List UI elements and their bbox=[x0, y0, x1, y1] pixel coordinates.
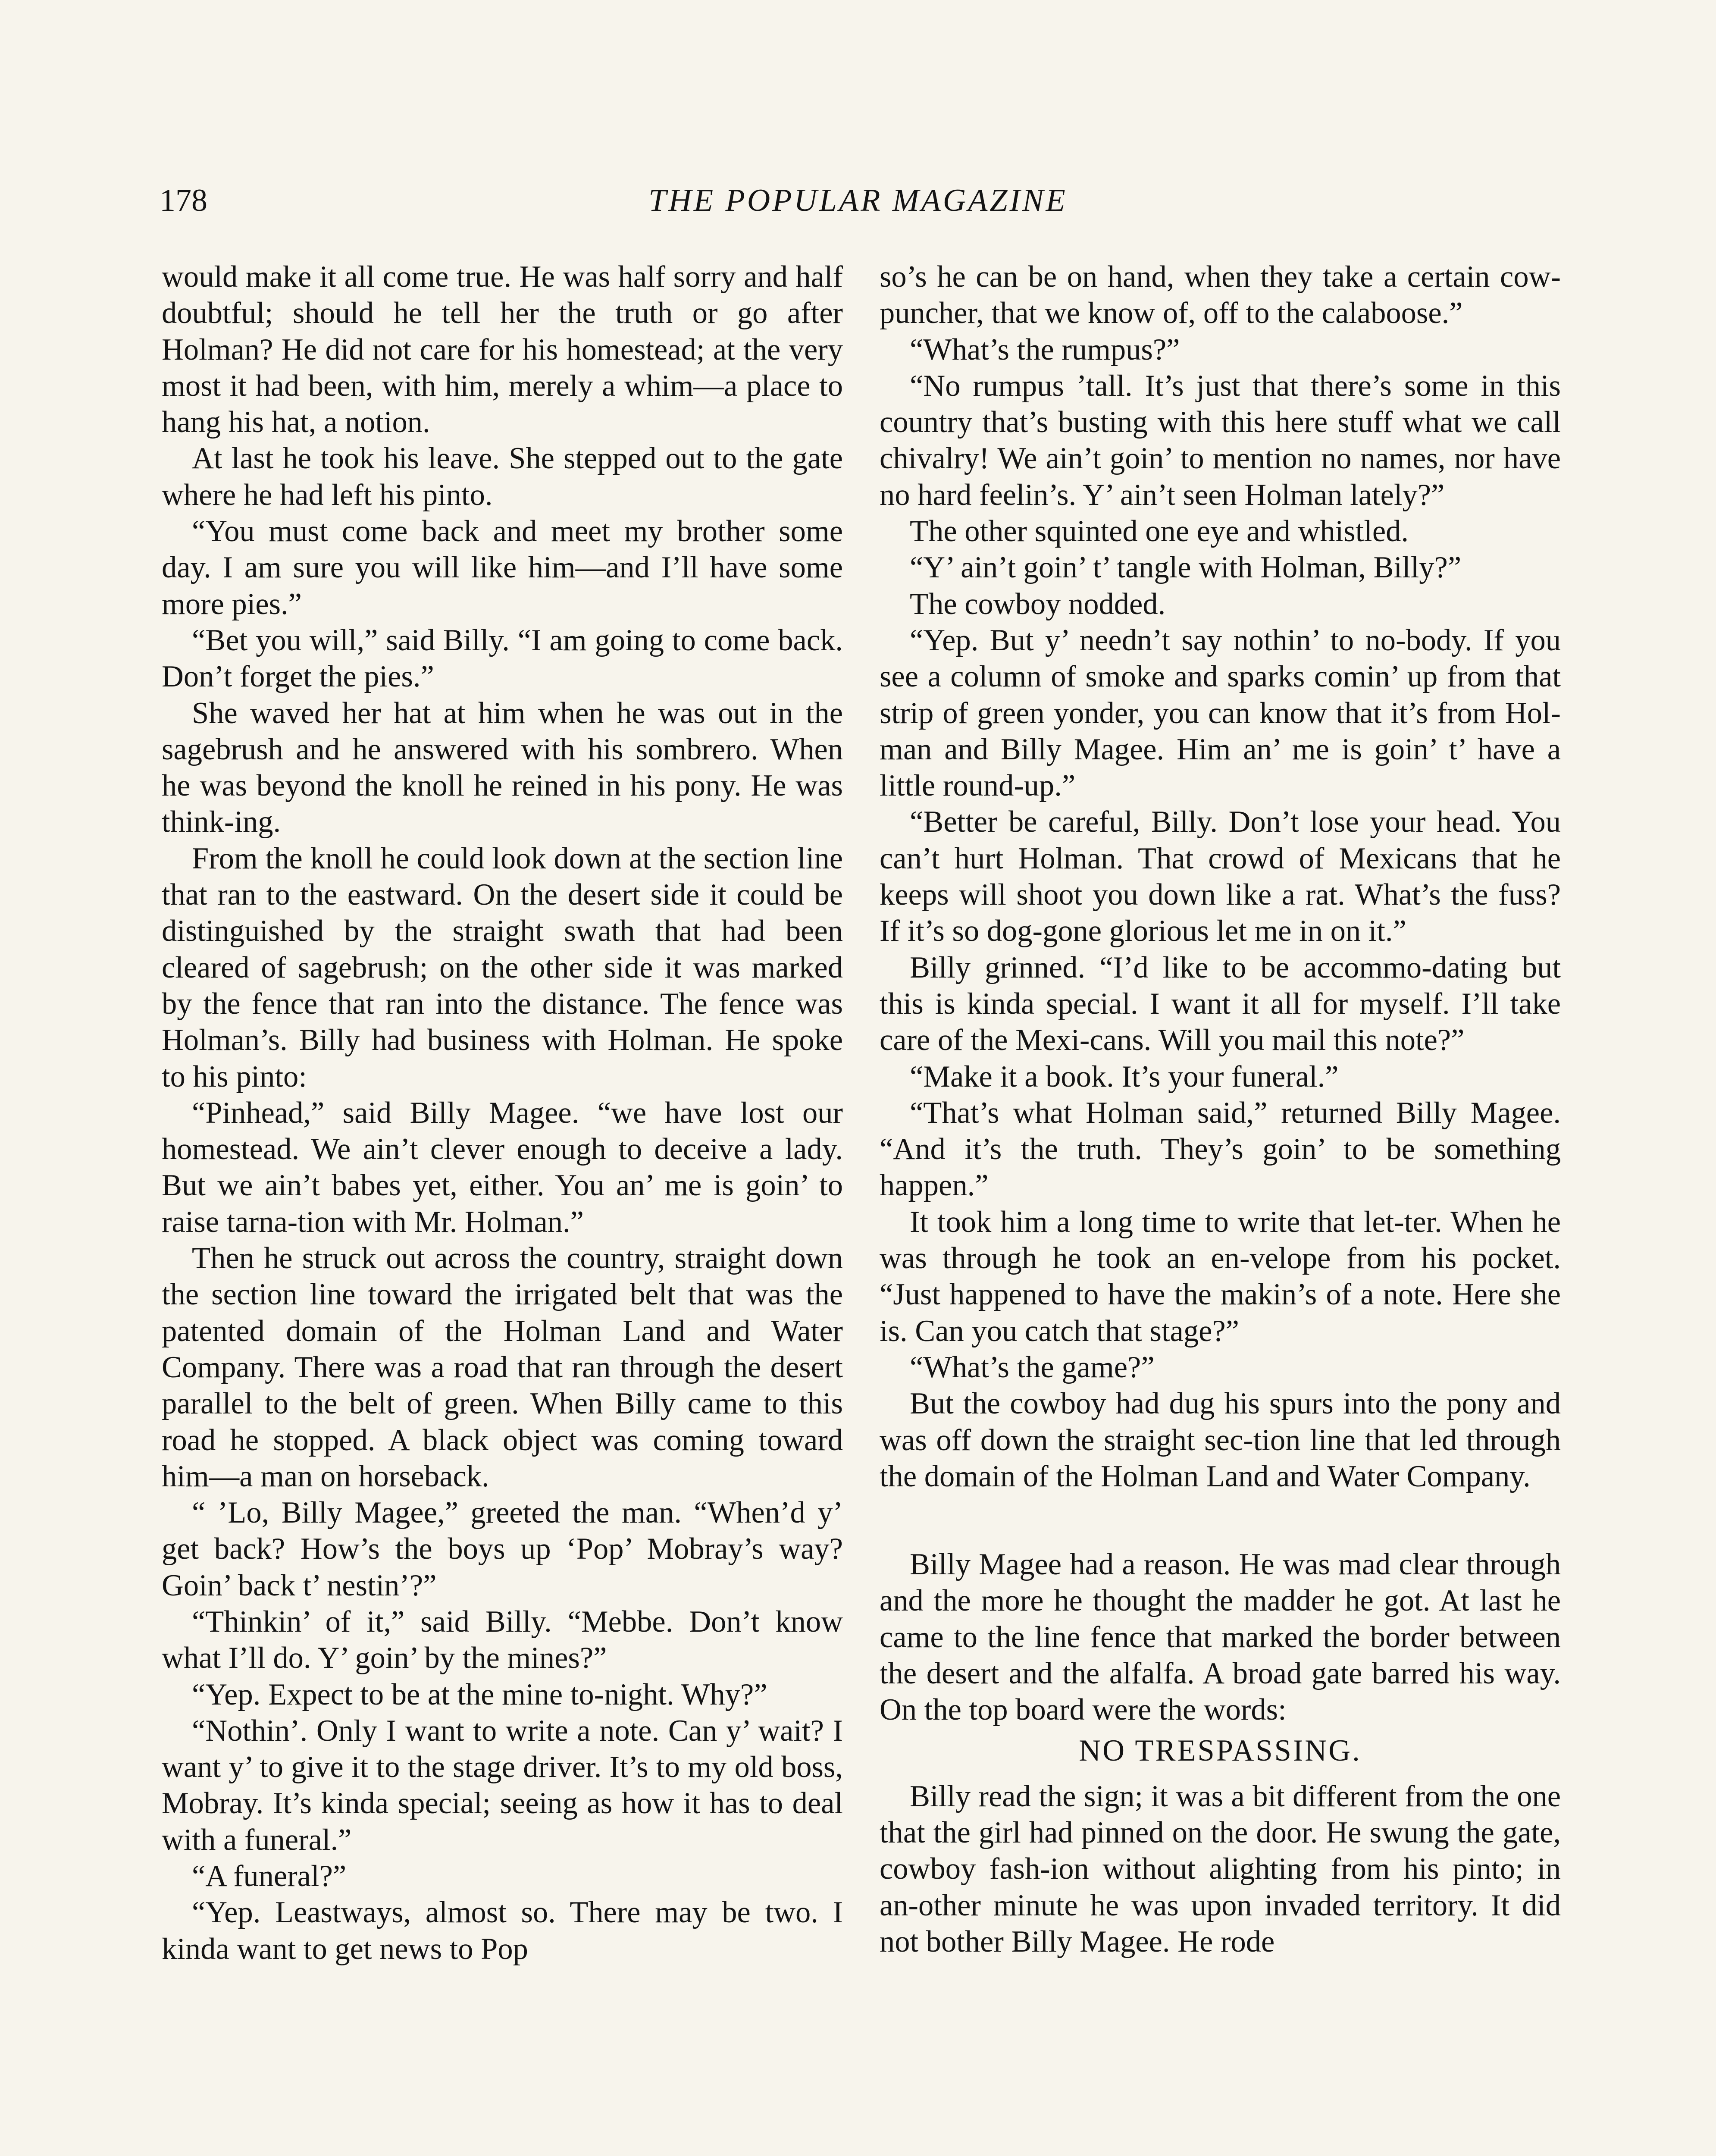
paragraph: “Better be careful, Billy. Don’t lose your head. You can’t hurt Holman. That crowd of Mexicans that he keeps will shoot you down like a rat. What’s the fuss? If it’s so dog-gone glorious let me in on it.” bbox=[880, 805, 1561, 948]
paragraph: Billy grinned. “I’d like to be accommo-dating but this is kinda special. I want it all for myself. I’ll take care of the Mexi-cans. Will you mail this note?” bbox=[880, 950, 1561, 1057]
paragraph: Billy read the sign; it was a bit different from the one that the girl had pinned on the door. He swung the gate, cowboy fash-ion without alighting from his pinto; in an-other minute he was upon invaded territory. It did not bother Billy Magee. He rode bbox=[880, 1779, 1561, 1959]
paragraph: would make it all come true. He was half sorry and half doubtful; should he tell her the truth or go after Holman? He did not care for his homestead; at the very most it had been, with him, merely a whim—a place to hang his hat, a notion. bbox=[162, 260, 843, 439]
paragraph: At last he took his leave. She stepped out to the gate where he had left his pinto. bbox=[162, 442, 843, 512]
paragraph: “Bet you will,” said Billy. “I am going to come back. Don’t forget the pies.” bbox=[162, 623, 843, 694]
paragraph: “Yep. Expect to be at the mine to-night. Why?” bbox=[192, 1677, 767, 1711]
sign-text: NO TRESPASSING. bbox=[1079, 1733, 1362, 1767]
paragraph: The cowboy nodded. bbox=[910, 587, 1166, 621]
paragraph: “Make it a book. It’s your funeral.” bbox=[910, 1059, 1339, 1094]
paragraph: Billy Magee had a reason. He was mad clear through and the more he thought the madder he got. At last he came to the line fence that marked the border between the desert and the alfalfa. A broad gate barred his way. On the top board were the words: bbox=[880, 1548, 1561, 1727]
paragraph: “Yep. Leastways, almost so. There may be two. I kinda want to get news to Pop bbox=[162, 1896, 843, 1966]
paragraph: From the knoll he could look down at the section line that ran to the eastward. On the desert side it could be distinguished by the straight swath that had been cleared of sagebrush; on the other side it was marked by the fence that ran into the distance. The fence was Holman’s. Billy had business with Holman. He spoke to his pinto: bbox=[162, 841, 843, 1094]
paragraph: “A funeral?” bbox=[192, 1859, 347, 1893]
paragraph: It took him a long time to write that let-ter. When he was through he took an en-velope from his pocket. “Just happened to have the makin’s of a note. Here she is. Can you catch that stage?” bbox=[880, 1205, 1561, 1348]
paragraph: “Y’ ain’t goin’ t’ tangle with Holman, Billy?” bbox=[910, 551, 1462, 585]
right-column bbox=[880, 259, 1561, 1960]
paragraph: “You must come back and meet my brother some day. I am sure you will like him—and I’ll have some more pies.” bbox=[162, 514, 843, 621]
magazine-title: THE POPULAR MAGAZINE bbox=[648, 183, 1068, 218]
paragraph: But the cowboy had dug his spurs into the pony and was off down the straight sec-tion line that led through the domain of the Holman Land and Water Company. bbox=[880, 1387, 1561, 1493]
paragraph: Then he struck out across the country, straight down the section line toward the irrigated belt that was the patented domain of the Holman Land and Water Company. There was a road that ran through the desert parallel to the belt of green. When Billy came to this road he stopped. A black object was coming toward him—a man on horseback. bbox=[162, 1241, 843, 1493]
paragraph: “Pinhead,” said Billy Magee. “we have lost our homestead. We ain’t clever enough to deceive a lady. But we ain’t babes yet, either. You an’ me is goin’ to raise tarna-tion with Mr. Holman.” bbox=[162, 1096, 843, 1239]
paragraph: “Nothin’. Only I want to write a note. Can y’ wait? I want y’ to give it to the stage driver. It’s to my old boss, Mobray. It’s kinda special; seeing as how it has to deal with a funeral.” bbox=[162, 1714, 843, 1857]
page-number: 178 bbox=[160, 183, 207, 218]
paragraph: “What’s the rumpus?” bbox=[910, 332, 1180, 367]
paragraph: “What’s the game?” bbox=[910, 1350, 1155, 1384]
paragraph: She waved her hat at him when he was out in the sagebrush and he answered with his sombrero. When he was beyond the knoll he reined in his pony. He was think-ing. bbox=[162, 696, 843, 839]
paragraph: “That’s what Holman said,” returned Billy Magee. “And it’s the truth. They’s goin’ to be something happen.” bbox=[880, 1096, 1561, 1203]
paragraph: The other squinted one eye and whistled. bbox=[910, 514, 1409, 548]
paragraph: “Yep. But y’ needn’t say nothin’ to no-body. If you see a column of smoke and sparks comin’ up from that strip of green yonder, you can know that it’s from Hol-man and Billy Magee. Him an’ me is goin’ t’ have a little round-up.” bbox=[880, 623, 1561, 803]
left-column bbox=[162, 259, 843, 1967]
paragraph: “No rumpus ’tall. It’s just that there’s some in this country that’s busting with this here stuff what we call chivalry! We ain’t goin’ to mention no names, nor have no hard feelin’s. Y’ ain’t seen Holman lately?” bbox=[880, 369, 1561, 512]
paragraph: so’s he can be on hand, when they take a certain cow-puncher, that we know of, off to the calaboose.” bbox=[880, 260, 1561, 330]
paragraph: “ ’Lo, Billy Magee,” greeted the man. “When’d y’ get back? How’s the boys up ‘Pop’ Mobray’s way? Goin’ back t’ nestin’?” bbox=[162, 1496, 843, 1602]
paragraph: “Thinkin’ of it,” said Billy. “Mebbe. Don’t know what I’ll do. Y’ goin’ by the mines?” bbox=[162, 1604, 843, 1675]
page-header bbox=[160, 177, 1556, 229]
